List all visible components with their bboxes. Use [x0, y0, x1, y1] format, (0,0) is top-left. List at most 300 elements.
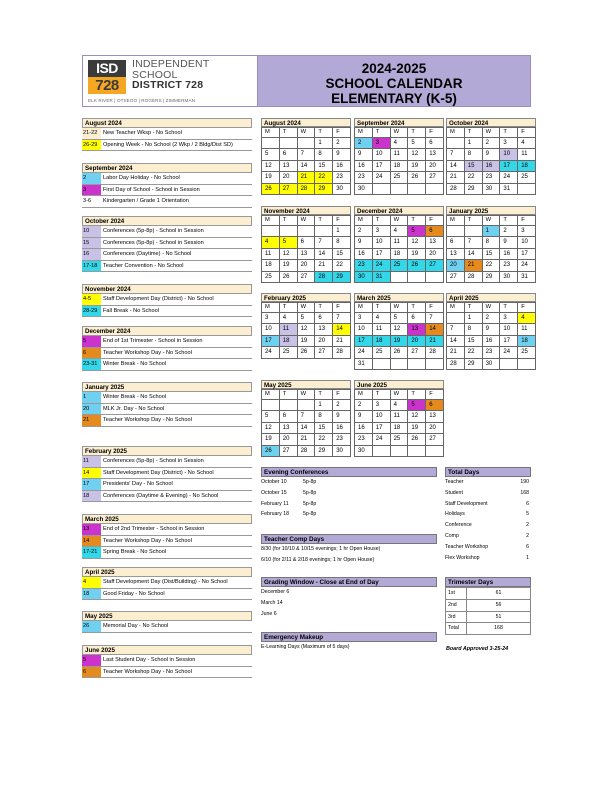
weekday-header: W: [297, 390, 315, 400]
month-calendar: [354, 206, 444, 283]
calendar-day: [408, 183, 426, 194]
calendar-day: 21: [426, 335, 444, 346]
calendar-day: 24: [518, 260, 536, 271]
calendar-day: 3: [372, 226, 390, 237]
calendar-day: 18: [262, 260, 280, 271]
weekday-header: W: [297, 216, 315, 226]
calendar-day: 15: [315, 160, 333, 171]
total-days-value: 190: [520, 479, 529, 485]
weekday-header: W: [482, 128, 500, 138]
calendar-day: 30: [333, 445, 351, 456]
calendar-day: 4: [390, 400, 408, 411]
calendar-day: [426, 271, 444, 282]
event-description: Teacher Workshop Day - No School: [103, 537, 192, 544]
event-description: Presidents' Day - No School: [103, 481, 173, 488]
teacher-comp-row: 8/30 (for 10/10 & 10/15 evenings; 1 hr Open House): [261, 546, 381, 552]
event-date: 17-21: [82, 547, 101, 558]
calendar-day: [408, 271, 426, 282]
calendar-day: [297, 138, 315, 149]
event-item: [82, 621, 252, 633]
weekday-header: T: [279, 128, 297, 138]
weekday-header: W: [297, 128, 315, 138]
event-date: 23-31: [82, 359, 101, 370]
calendar-day: 1: [482, 226, 500, 237]
calendar-day: 18: [372, 335, 390, 346]
evening-conference-row: [261, 488, 437, 499]
total-days-value: 2: [526, 532, 529, 539]
calendar-day: 7: [447, 149, 465, 160]
weekday-header: T: [372, 128, 390, 138]
weekday-header: W: [390, 303, 408, 313]
weekday-header: T: [500, 128, 518, 138]
trimester-value: 56: [467, 599, 531, 611]
event-month-block: [82, 216, 252, 272]
page-title: [257, 55, 531, 107]
weekday-header: M: [262, 303, 280, 313]
weekday-header: W: [297, 303, 315, 313]
total-days-label: Comp: [445, 532, 459, 539]
calendar-day: 12: [390, 324, 408, 335]
total-days-label: Teacher Workshop: [445, 543, 489, 550]
event-month-block: [82, 567, 252, 600]
event-description: Kindergarten / Grade 1 Orientation: [103, 198, 189, 205]
calendar-day: 5: [390, 313, 408, 324]
calendar-day: 11: [279, 324, 297, 335]
calendar-day: 6: [426, 138, 444, 149]
event-description: Opening Week - No School (2 Wkp / 2 Bldg/Dist SD): [103, 141, 233, 148]
calendar-day: [390, 271, 408, 282]
calendar-day: [372, 445, 390, 456]
weekday-header: T: [315, 216, 333, 226]
event-item: [82, 577, 252, 589]
calendar-day: 26: [390, 347, 408, 358]
month-calendar-title: August 2024: [261, 118, 351, 127]
title-main: SCHOOL CALENDAR: [325, 76, 463, 91]
conference-date: October 15: [261, 489, 287, 496]
calendar-day: 13: [426, 149, 444, 160]
event-description: Good Friday - No School: [103, 590, 165, 597]
event-date: 13: [82, 524, 101, 535]
event-description: Conferences (5p-8p) - School in Session: [103, 239, 204, 246]
calendar-day: 8: [464, 149, 482, 160]
calendar-day: 26: [279, 271, 297, 282]
event-description: Teacher Workshop Day - No School: [103, 417, 192, 424]
calendar-day: 11: [372, 324, 390, 335]
calendar-day: 6: [297, 237, 315, 248]
calendar-day: 14: [426, 324, 444, 335]
conference-date: February 18: [261, 511, 289, 518]
event-month-block: [82, 611, 252, 633]
calendar-day: 10: [500, 324, 518, 335]
weekday-header: M: [355, 303, 373, 313]
calendar-day: 22: [482, 260, 500, 271]
calendar-day: 16: [355, 248, 373, 259]
calendar-day: 8: [482, 237, 500, 248]
event-item: [82, 655, 252, 667]
event-month-header: May 2025: [82, 611, 252, 621]
calendar-day: 15: [464, 160, 482, 171]
calendar-day: [297, 226, 315, 237]
total-days-row: [445, 509, 531, 520]
calendar-day: 16: [482, 160, 500, 171]
conference-time: 5p-8p: [303, 489, 317, 496]
calendar-day: 5: [408, 400, 426, 411]
weekday-header: M: [355, 390, 373, 400]
calendar-day: [518, 183, 536, 194]
calendar-day: 11: [262, 248, 280, 259]
evening-conferences-rows: [261, 477, 437, 520]
event-description: End of 1st Trimester - School in Session: [103, 338, 203, 344]
month-calendar: [354, 118, 444, 195]
calendar-day: 18: [518, 160, 536, 171]
calendar-day: [262, 226, 280, 237]
event-month-block: [82, 645, 252, 678]
month-calendar: [261, 293, 351, 359]
event-description: Conferences (Daytime & Evening) - No School: [103, 492, 219, 499]
calendar-day: 17: [500, 160, 518, 171]
calendar-day: 1: [315, 138, 333, 149]
event-date: 3-6: [83, 198, 92, 205]
calendar-day: 1: [315, 400, 333, 411]
calendar-day: 9: [355, 411, 373, 422]
total-days-row: [445, 553, 531, 564]
calendar-day: 6: [426, 226, 444, 237]
calendar-day: [279, 226, 297, 237]
calendar-day: [500, 358, 518, 369]
weekday-header: W: [390, 390, 408, 400]
calendar-day: 6: [408, 313, 426, 324]
calendar-day: 3: [262, 313, 280, 324]
total-days-row: [445, 499, 531, 510]
weekday-header: M: [447, 216, 465, 226]
district-logo: [88, 60, 126, 94]
event-description: Staff Development Day (District) - No School: [103, 469, 214, 476]
trimester-value: 51: [467, 611, 531, 623]
calendar-day: 24: [372, 172, 390, 183]
calendar-day: 30: [500, 271, 518, 282]
month-calendar: [261, 206, 351, 283]
calendar-day: 16: [355, 422, 373, 433]
weekday-header: M: [262, 128, 280, 138]
calendar-day: 3: [500, 138, 518, 149]
calendar-day: 11: [518, 149, 536, 160]
calendar-day: 9: [333, 149, 351, 160]
event-item: [82, 547, 252, 559]
calendar-day: 11: [390, 411, 408, 422]
calendar-day: 9: [482, 324, 500, 335]
calendar-day: 19: [279, 260, 297, 271]
calendar-day: [518, 358, 536, 369]
event-description: Teacher Convention - No School: [103, 262, 184, 269]
total-days-label: Holidays: [445, 511, 465, 518]
trimester-row: [446, 588, 531, 600]
calendar-day: 13: [279, 160, 297, 171]
calendar-day: 28: [297, 445, 315, 456]
calendar-day: 29: [315, 445, 333, 456]
event-date: 26: [82, 621, 101, 632]
calendar-day: 12: [297, 324, 315, 335]
calendar-day: 28: [447, 358, 465, 369]
calendar-day: 27: [315, 347, 333, 358]
calendar-day: 20: [297, 260, 315, 271]
calendar-day: 21: [464, 260, 482, 271]
calendar-day: 17: [372, 248, 390, 259]
weekday-header: T: [315, 303, 333, 313]
calendar-day: 8: [333, 237, 351, 248]
event-item: [82, 468, 252, 480]
calendar-day: [372, 183, 390, 194]
event-description: End of 2nd Trimester - School in Session: [103, 526, 205, 532]
event-date: 2: [82, 173, 101, 184]
conference-date: October 10: [261, 479, 287, 485]
total-days-label: Conference: [445, 522, 472, 529]
event-description: Teacher Workshop Day - No School: [103, 668, 192, 675]
total-days-row: [445, 488, 531, 499]
calendar-day: 22: [315, 172, 333, 183]
event-item: [82, 536, 252, 548]
event-description: Staff Development Day (Dist/Building) - No School: [103, 579, 228, 585]
event-date: 11: [82, 456, 101, 467]
event-description: Conferences (Daytime) - No School: [103, 251, 192, 258]
calendar-day: [297, 400, 315, 411]
weekday-header: W: [390, 216, 408, 226]
calendar-day: [447, 226, 465, 237]
month-calendar: [446, 293, 536, 370]
event-description: Last Student Day - School in Session: [103, 657, 196, 663]
calendar-day: [447, 313, 465, 324]
month-calendar-title: February 2025: [261, 293, 351, 302]
calendar-day: 27: [408, 347, 426, 358]
calendar-day: 6: [315, 313, 333, 324]
weekday-header: F: [518, 303, 536, 313]
weekday-header: F: [518, 128, 536, 138]
month-calendar: [446, 206, 536, 283]
calendar-day: 19: [390, 335, 408, 346]
calendar-day: 15: [482, 248, 500, 259]
total-days-title: Total Days: [445, 467, 531, 477]
event-date: 6: [82, 667, 101, 678]
calendar-day: 21: [447, 347, 465, 358]
grading-window-box: [261, 577, 437, 619]
total-days-row: [445, 520, 531, 531]
calendar-day: 7: [297, 149, 315, 160]
event-date: 5: [82, 655, 101, 666]
event-item: [82, 294, 252, 306]
calendar-day: 15: [464, 335, 482, 346]
event-month-block: [82, 446, 252, 502]
calendar-day: 17: [372, 422, 390, 433]
event-description: Labor Day Holiday - No School: [103, 175, 180, 181]
calendar-day: 27: [426, 260, 444, 271]
calendar-day: 31: [372, 271, 390, 282]
event-item: [82, 479, 252, 491]
event-item: [82, 140, 252, 152]
calendar-day: 1: [464, 313, 482, 324]
event-month-header: April 2025: [82, 567, 252, 577]
month-calendar: [261, 380, 351, 457]
calendar-day: 26: [262, 445, 280, 456]
calendar-day: 10: [372, 237, 390, 248]
month-calendar: [261, 118, 351, 195]
calendar-day: 25: [390, 172, 408, 183]
district-name-line3: DISTRICT 728: [132, 79, 204, 91]
weekday-header: T: [500, 216, 518, 226]
calendar-day: 17: [500, 335, 518, 346]
calendar-day: 24: [262, 347, 280, 358]
event-item: [82, 667, 252, 679]
calendar-day: 16: [333, 160, 351, 171]
weekday-header: T: [464, 216, 482, 226]
weekday-header: T: [408, 128, 426, 138]
calendar-day: 25: [390, 260, 408, 271]
event-date: 14: [82, 536, 101, 547]
calendar-day: 17: [262, 335, 280, 346]
calendar-day: 20: [408, 335, 426, 346]
district-name-line1: INDEPENDENT: [132, 58, 210, 70]
trimester-days-box: [445, 577, 531, 635]
month-calendar: [354, 380, 444, 457]
trimester-label: 3rd: [446, 611, 467, 623]
calendar-day: 3: [355, 313, 373, 324]
weekday-header: T: [279, 216, 297, 226]
logo-isd-text: ISD: [88, 60, 126, 77]
calendar-day: 14: [464, 248, 482, 259]
calendar-day: 2: [355, 226, 373, 237]
event-date: 28-29: [82, 306, 101, 317]
trimester-label: 1st: [446, 588, 467, 600]
emergency-makeup-box: [261, 632, 437, 653]
event-description: MLK Jr. Day - No School: [103, 405, 165, 412]
calendar-day: 14: [447, 335, 465, 346]
calendar-day: 12: [408, 411, 426, 422]
calendar-day: 29: [482, 271, 500, 282]
calendar-day: 7: [426, 313, 444, 324]
weekday-header: F: [426, 216, 444, 226]
calendar-day: 19: [408, 160, 426, 171]
calendar-day: 25: [518, 347, 536, 358]
calendar-day: 30: [482, 358, 500, 369]
event-month-block: [82, 382, 252, 427]
total-days-row: [445, 542, 531, 553]
calendar-day: [315, 226, 333, 237]
event-description: Conferences (5p-8p) - School in Session: [103, 228, 204, 234]
calendar-day: 21: [447, 172, 465, 183]
calendar-day: [279, 138, 297, 149]
total-days-value: 6: [526, 543, 529, 550]
calendar-day: [408, 445, 426, 456]
event-description: Staff Development Day (District) - No School: [103, 296, 214, 302]
total-days-label: Teacher: [445, 479, 464, 485]
calendar-day: 2: [355, 138, 373, 149]
calendar-day: 28: [333, 347, 351, 358]
event-item: [82, 226, 252, 238]
calendar-day: 23: [355, 260, 373, 271]
event-description: First Day of School - School in Session: [103, 186, 200, 193]
calendar-day: 7: [447, 324, 465, 335]
event-item: [82, 415, 252, 427]
calendar-day: 5: [297, 313, 315, 324]
calendar-day: 16: [355, 160, 373, 171]
calendar-day: 2: [355, 400, 373, 411]
evening-conference-row: [261, 509, 437, 520]
weekday-header: F: [333, 390, 351, 400]
weekday-header: T: [464, 128, 482, 138]
event-item: [82, 306, 252, 318]
calendar-day: 27: [297, 271, 315, 282]
calendar-day: 14: [333, 324, 351, 335]
calendar-day: 29: [315, 183, 333, 194]
calendar-day: 3: [500, 313, 518, 324]
calendar-day: 8: [315, 149, 333, 160]
month-calendar-title: January 2025: [446, 206, 536, 215]
calendar-day: 18: [279, 335, 297, 346]
calendar-day: 30: [333, 183, 351, 194]
calendar-day: 7: [464, 237, 482, 248]
calendar-day: 22: [315, 434, 333, 445]
weekday-header: T: [372, 303, 390, 313]
calendar-day: 24: [500, 347, 518, 358]
calendar-day: 31: [500, 183, 518, 194]
calendar-day: 27: [426, 172, 444, 183]
calendar-day: 25: [262, 271, 280, 282]
weekday-header: M: [355, 216, 373, 226]
month-calendar-title: April 2025: [446, 293, 536, 302]
event-item: [82, 196, 252, 208]
weekday-header: T: [464, 303, 482, 313]
teacher-comp-row: 6/10 (for 2/11 & 2/18 evenings; 1 hr Open House): [261, 556, 375, 563]
calendar-day: 20: [447, 260, 465, 271]
total-days-value: 1: [526, 554, 529, 561]
total-days-value: 6: [526, 500, 529, 507]
calendar-day: 11: [518, 324, 536, 335]
district-name-line2: SCHOOL: [132, 68, 178, 81]
calendar-day: 23: [333, 172, 351, 183]
calendar-day: 28: [464, 271, 482, 282]
event-description: Winter Break - No School: [103, 394, 167, 400]
calendar-day: 15: [315, 422, 333, 433]
calendar-day: 21: [297, 434, 315, 445]
calendar-day: 23: [500, 260, 518, 271]
calendar-day: 10: [262, 324, 280, 335]
event-description: New Teacher Wksp - No School: [103, 130, 182, 136]
event-description: Conferences (5p-8p) - School in Session: [103, 458, 204, 464]
calendar-day: 10: [372, 411, 390, 422]
calendar-day: 5: [262, 149, 280, 160]
total-days-box: [445, 467, 531, 563]
weekday-header: T: [279, 390, 297, 400]
weekday-header: T: [279, 303, 297, 313]
evening-conference-row: [261, 499, 437, 510]
calendar-day: 23: [482, 347, 500, 358]
event-date: 4-5: [82, 294, 101, 305]
calendar-day: 2: [500, 226, 518, 237]
calendar-day: [390, 183, 408, 194]
event-item: [82, 404, 252, 416]
calendar-day: 17: [372, 160, 390, 171]
event-month-header: October 2024: [82, 216, 252, 226]
calendar-day: 31: [355, 358, 373, 369]
event-date: 16: [82, 249, 101, 260]
weekday-header: T: [408, 303, 426, 313]
calendar-day: 12: [262, 422, 280, 433]
event-month-header: February 2025: [82, 446, 252, 456]
event-month-block: [82, 514, 252, 559]
month-calendar-title: May 2025: [261, 380, 351, 389]
calendar-day: 26: [262, 183, 280, 194]
calendar-day: 6: [426, 400, 444, 411]
conference-time: 5p-8p: [303, 511, 317, 518]
calendar-day: 29: [464, 183, 482, 194]
